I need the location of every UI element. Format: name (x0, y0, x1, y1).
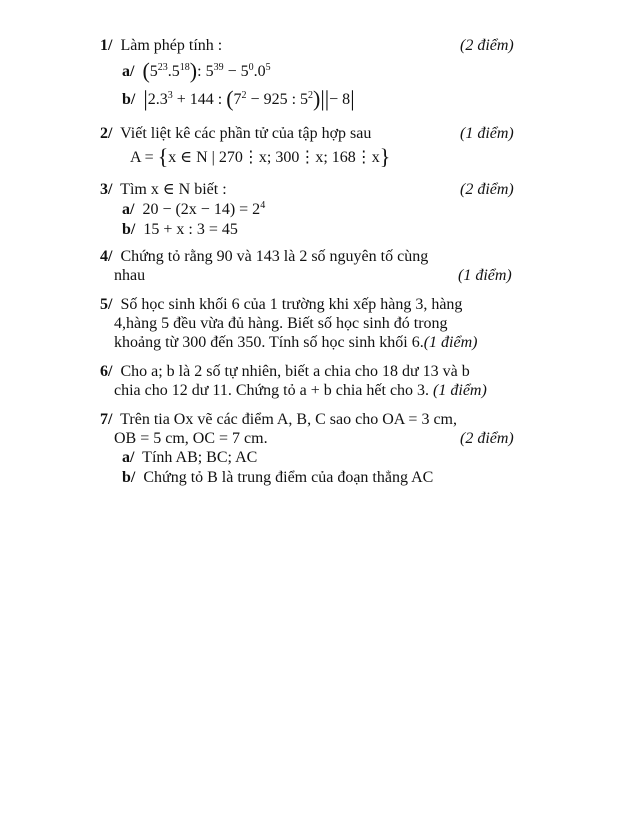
q1a-base4: 5 (240, 63, 249, 80)
q7b-label: b/ (122, 469, 136, 486)
q6-line2 (114, 381, 487, 401)
q1b-abs2-close: | (350, 86, 355, 111)
q1a-minus: − (223, 63, 241, 80)
q4-points: (1 điểm) (458, 267, 512, 284)
q3-text: Tìm x ∈ N biết : (120, 181, 227, 198)
q3a-label: a/ (122, 201, 135, 218)
q7b-text: Chứng tỏ B là trung điểm của đoạn thẳng AC (143, 469, 434, 486)
q2-points: (1 điểm) (460, 125, 514, 142)
q5-text1: Số học sinh khối 6 của 1 trường khi xếp hàng 3, hàng (120, 296, 463, 313)
q3b-math: 15 + x : 3 = 45 (143, 221, 238, 238)
q1a-exp2: 18 (179, 62, 190, 73)
q6-number: 6/ (100, 363, 113, 380)
q4-line2: nhau (114, 267, 146, 284)
q6-line1 (100, 362, 470, 382)
q5-line2: 4,hàng 5 đều vừa đủ hàng. Biết số học sinh đó trong (114, 315, 448, 332)
q3a-math: 20 − (2x − 14) = 2 (142, 201, 261, 218)
q3-points: (2 điểm) (460, 181, 514, 198)
q1a-base2: 5 (171, 63, 180, 80)
q7-points: (2 điểm) (460, 430, 514, 447)
q1b-term3: 7 (233, 91, 242, 108)
q3b-line (122, 220, 238, 240)
q1b-close-paren: ) (313, 86, 321, 111)
q3-number: 3/ (100, 181, 113, 198)
q3b-label: b/ (122, 221, 136, 238)
q7-line2: OB = 5 cm, OC = 7 cm. (114, 430, 268, 447)
q5-number: 5/ (100, 296, 113, 313)
q7b-line (122, 468, 433, 488)
q5-line1 (100, 295, 462, 315)
q7-line1 (100, 410, 457, 430)
q7-number: 7/ (100, 411, 113, 428)
q1a-div: : (197, 63, 206, 80)
q7a-line (122, 448, 257, 468)
q1a-base1: 5 (149, 63, 158, 80)
q1b-exp1: 3 (167, 90, 173, 101)
q2-text: Viết liệt kê các phần tử của tập hợp sau (120, 125, 372, 142)
q1b-label: b/ (122, 91, 136, 108)
q1b-term4: − 925 : 5 (246, 91, 309, 108)
q1a-dot2: . (253, 63, 258, 80)
q1a-open-paren: ( (142, 58, 150, 83)
q1-points: (2 điểm) (460, 37, 514, 54)
q2-set-body: x ∈ N | 270⋮x; 300⋮x; 168⋮x (168, 149, 380, 166)
q7a-text: Tính AB; BC; AC (142, 449, 258, 466)
q5-line3 (114, 333, 477, 353)
q6-text1: Cho a; b là 2 số tự nhiên, biết a chia cho 18 dư 13 và b (120, 363, 470, 380)
q1b-open-paren: ( (226, 86, 234, 111)
q5-points: (1 điểm) (423, 334, 478, 351)
q1a-dot: . (167, 63, 172, 80)
q2-set-close-brace: } (379, 144, 391, 169)
q7-text1: Trên tia Ox vẽ các điểm A, B, C sao cho OA = 3 cm, (120, 411, 457, 428)
q1a-exp3: 39 (213, 62, 224, 73)
q1a-line (122, 58, 271, 83)
q2-set-open-brace: { (157, 144, 169, 169)
q1-title (100, 36, 222, 56)
q2-set-name: A = (130, 149, 158, 166)
q1a-label: a/ (122, 63, 135, 80)
q7a-label: a/ (122, 449, 135, 466)
q1b-abs-close: | (320, 86, 325, 111)
q1a-exp5: 5 (265, 62, 271, 73)
q1b-term2: + 144 : (172, 91, 227, 108)
q3a-exp: 4 (260, 200, 266, 211)
q1b-line (122, 86, 355, 111)
q1b-abs-open: | (143, 86, 148, 111)
q4-text1: Chứng tỏ rằng 90 và 143 là 2 số nguyên tố cùng (120, 248, 429, 265)
q1b-abs2-open: | (324, 86, 330, 111)
q1a-base5: 0 (257, 63, 266, 80)
q5-text3: khoảng từ 300 đến 350. Tính số học sinh khối 6. (114, 334, 424, 351)
q1a-base3: 5 (205, 63, 214, 80)
q1-text: Làm phép tính : (120, 37, 223, 54)
q1b-term5: − 8 (329, 91, 351, 108)
q3-title (100, 180, 227, 200)
q1b-term1: 2.3 (147, 91, 168, 108)
q1a-exp4: 0 (248, 62, 254, 73)
q1b-exp4: 2 (308, 90, 314, 101)
q1b-exp3: 2 (241, 90, 247, 101)
q2-number: 2/ (100, 125, 113, 142)
q2-set-line (130, 144, 391, 169)
q4-line1 (100, 247, 428, 267)
q6-text2: chia cho 12 dư 11. Chứng tỏ a + b chia hết cho 3. (114, 382, 434, 399)
q1a-exp1: 23 (157, 62, 168, 73)
q1a-close-paren: ) (189, 58, 198, 83)
q2-title (100, 124, 371, 144)
q1-number: 1/ (100, 37, 113, 54)
q6-points: (1 điểm) (433, 382, 487, 399)
q3a-line (122, 200, 265, 220)
q4-number: 4/ (100, 248, 113, 265)
